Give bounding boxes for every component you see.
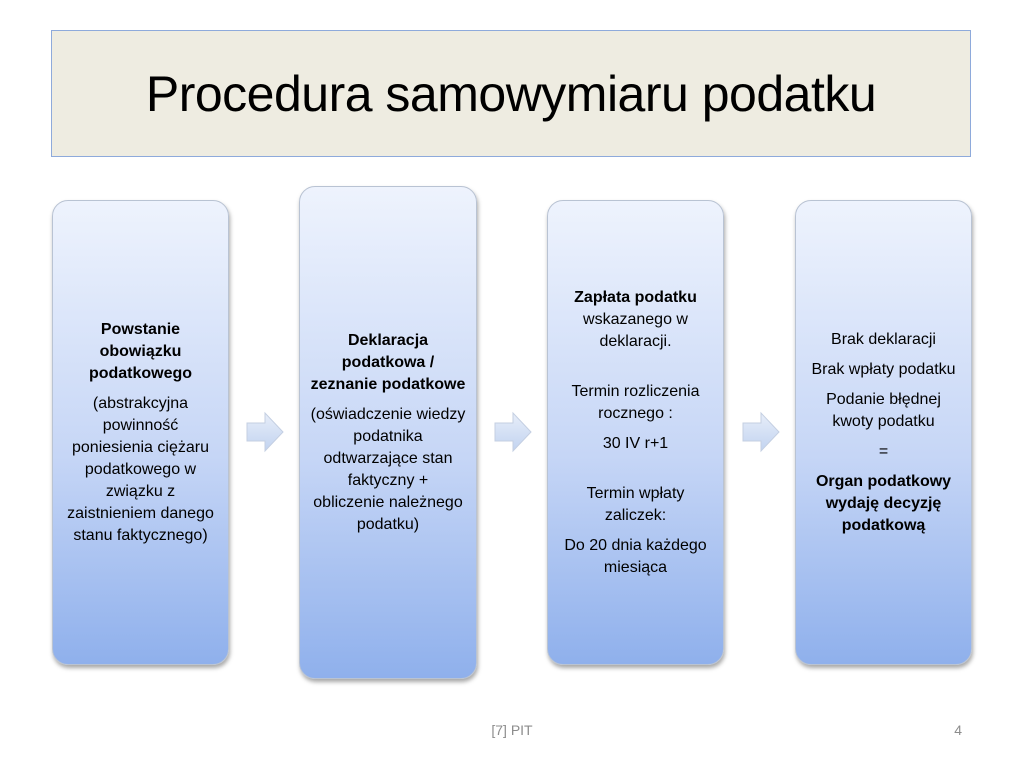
right-arrow-icon <box>741 410 781 454</box>
step-box-4 <box>795 200 972 665</box>
step-3-advance-term-value: Do 20 dnia każdego miesiąca <box>564 536 707 576</box>
slide-number: 4 <box>954 722 962 738</box>
step-4-result: Organ podatkowy wydaję decyzję podatkową <box>815 472 952 534</box>
step-1-description: (abstrakcyjna powinność poniesienia ciężaru podatkowego w związku z zaistnieniem danego stanu faktycznego) <box>67 394 214 544</box>
step-3-advance-term-label: Termin wpłaty zaliczek: <box>586 484 685 524</box>
slide-title: Procedura samowymiaru podatku <box>145 65 877 122</box>
step-4-line-1: Brak deklaracji <box>831 330 936 348</box>
right-arrow-icon <box>493 410 533 454</box>
step-box-1 <box>52 200 229 665</box>
step-3-heading: Zapłata podatku <box>574 288 697 306</box>
step-4-line-3: Podanie błędnej kwoty podatku <box>826 390 941 430</box>
right-arrow-icon <box>245 410 285 454</box>
step-2-heading: Deklaracja podatkowa / zeznanie podatkowe <box>310 331 466 393</box>
step-3-annual-term-label: Termin rozliczenia rocznego : <box>571 382 700 422</box>
step-3-annual-term-value: 30 IV r+1 <box>602 434 669 452</box>
footer-text: [7] PIT <box>491 722 533 738</box>
step-box-3 <box>547 200 724 665</box>
step-3-heading-suffix: wskazanego w deklaracji. <box>583 310 688 350</box>
step-2-description: (oświadczenie wiedzy podatnika odtwarzające stan faktyczny + obliczenie należnego podatku) <box>310 405 466 533</box>
title-box <box>51 30 971 157</box>
step-1-heading: Powstanie obowiązku podatkowego <box>88 320 193 382</box>
step-4-equals: = <box>878 442 889 460</box>
step-3-payment <box>558 287 713 353</box>
step-4-line-2: Brak wpłaty podatku <box>811 360 956 378</box>
step-box-2 <box>299 186 477 679</box>
